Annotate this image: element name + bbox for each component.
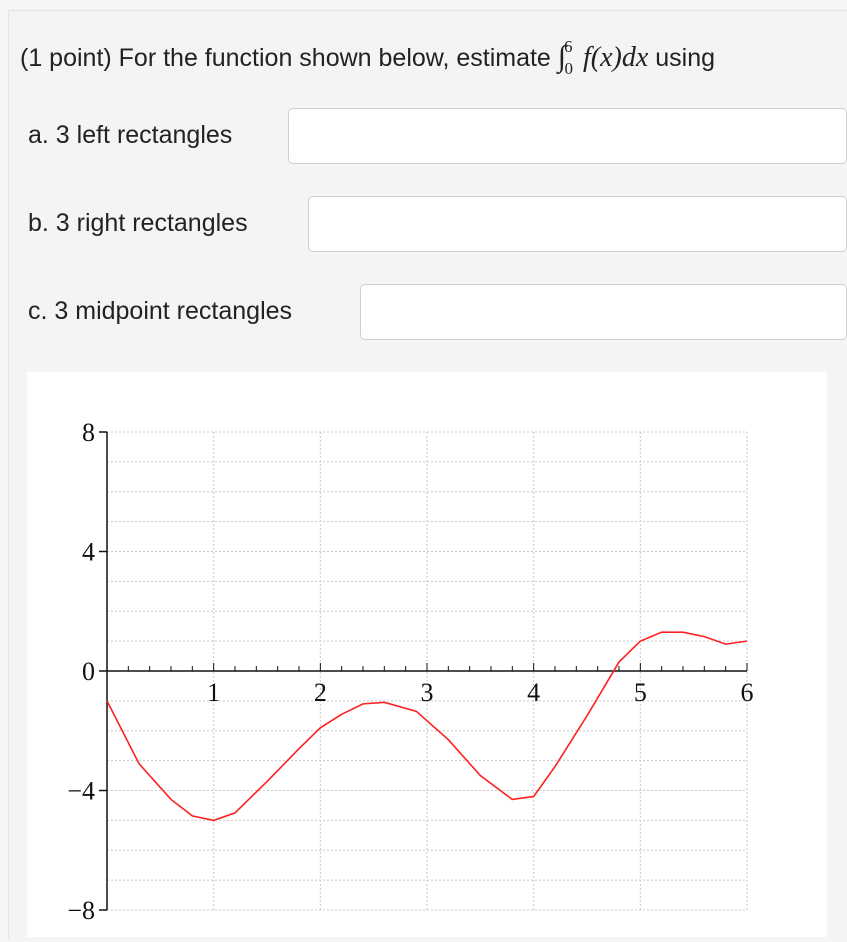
x-tick-label: 3 (420, 678, 434, 707)
x-tick-label: 4 (527, 678, 541, 707)
function-graph-svg (27, 372, 827, 937)
integral-lower-limit: 0 (564, 59, 574, 78)
part-c-answer-input[interactable] (360, 284, 847, 340)
part-a-answer-input[interactable] (288, 108, 847, 164)
x-tick-label: 6 (740, 678, 754, 707)
y-tick-label: −8 (67, 896, 95, 925)
integrand: f(x)dx (583, 42, 649, 73)
y-tick-label: 0 (82, 657, 95, 686)
question-prefix: (1 point) For the function shown below, estimate (20, 44, 551, 72)
integral-upper-limit: 6 (564, 37, 573, 56)
y-tick-label: 4 (82, 537, 95, 567)
integral-symbol: ∫ (557, 40, 567, 73)
y-tick-label: −4 (67, 776, 95, 806)
y-tick-label: 8 (82, 418, 95, 447)
part-a-label: a. 3 left rectangles (28, 121, 233, 149)
part-b-answer-input[interactable] (308, 196, 847, 252)
question-suffix: using (655, 44, 716, 72)
function-graph (27, 372, 827, 937)
part-c-label: c. 3 midpoint rectangles (28, 297, 293, 325)
question-text (20, 37, 716, 78)
graph-axes (99, 432, 747, 910)
part-b-label: b. 3 right rectangles (28, 209, 248, 237)
x-tick-label: 2 (313, 678, 327, 707)
x-tick-label: 1 (207, 678, 221, 707)
x-tick-label: 5 (633, 678, 647, 707)
